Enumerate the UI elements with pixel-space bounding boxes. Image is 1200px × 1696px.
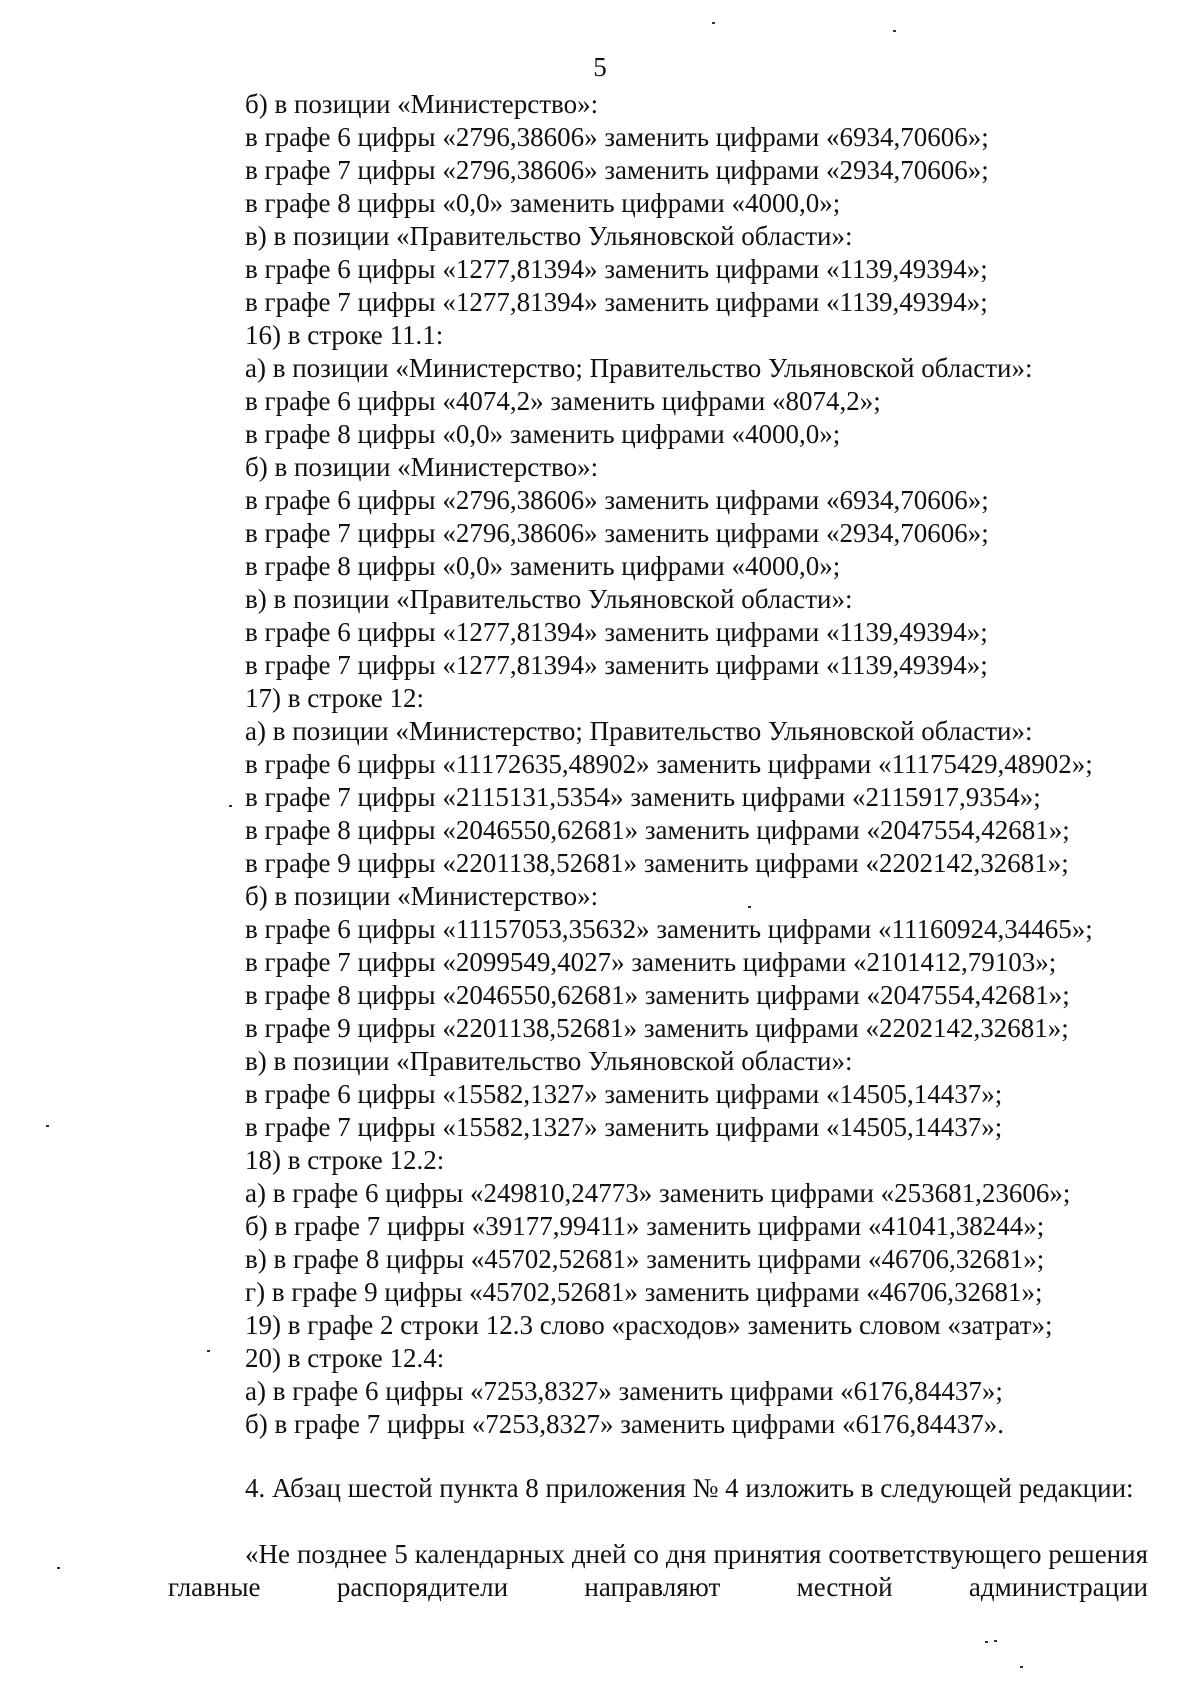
amendment-line: в графе 6 цифры «1277,81394» заменить цифрами «1139,49394»;: [245, 617, 988, 647]
amendment-line: 16) в строке 11.1:: [245, 320, 444, 350]
amendment-line: 17) в строке 12:: [245, 683, 425, 713]
amendment-line: в) в позиции «Правительство Ульяновской области»:: [245, 221, 853, 251]
amendment-line: в графе 6 цифры «11172635,48902» заменить цифрами «11175429,48902»;: [245, 749, 1093, 779]
amendment-line: г) в графе 9 цифры «45702,52681» заменить цифрами «46706,32681»;: [245, 1277, 1043, 1307]
amendment-line: в графе 6 цифры «4074,2» заменить цифрами «8074,2»;: [245, 386, 881, 416]
amendment-line: в графе 6 цифры «2796,38606» заменить цифрами «6934,70606»;: [245, 485, 989, 515]
amendment-line: 20) в строке 12.4:: [245, 1343, 445, 1373]
amendment-line: в графе 6 цифры «15582,1327» заменить цифрами «14505,14437»;: [245, 1079, 1003, 1109]
amendment-line: а) в позиции «Министерство; Правительство Ульяновской области»:: [245, 716, 1033, 746]
amendment-line: 18) в строке 12.2:: [245, 1145, 445, 1175]
amendment-line: а) в графе 6 цифры «249810,24773» заменить цифрами «253681,23606»;: [245, 1178, 1071, 1208]
amendment-line: б) в позиции «Министерство»:: [245, 89, 599, 119]
amendment-line: в графе 7 цифры «2099549,4027» заменить цифрами «2101412,79103»;: [245, 947, 1057, 977]
amendment-line: а) в графе 6 цифры «7253,8327» заменить цифрами «6176,84437»;: [245, 1376, 1003, 1406]
amendment-line: в графе 8 цифры «0,0» заменить цифрами «4000,0»;: [245, 551, 841, 581]
amendment-line: в графе 8 цифры «0,0» заменить цифрами «4000,0»;: [245, 419, 841, 449]
amendment-line: а) в позиции «Министерство; Правительство Ульяновской области»:: [245, 353, 1033, 383]
amendment-line: в графе 6 цифры «11157053,35632» заменить цифрами «11160924,34465»;: [245, 914, 1093, 944]
amendment-line: в графе 7 цифры «2796,38606» заменить цифрами «2934,70606»;: [245, 518, 989, 548]
amendment-line: 19) в графе 2 строки 12.3 слово «расходов» заменить словом «затрат»;: [245, 1310, 1053, 1340]
paragraph-4: 4. Абзац шестой пункта 8 приложения № 4 изложить в следующей редакции:: [245, 1473, 1134, 1503]
page-number: 5: [593, 52, 607, 82]
amendment-line: в графе 8 цифры «0,0» заменить цифрами «4000,0»;: [245, 188, 841, 218]
amendment-line: б) в позиции «Министерство»:: [245, 452, 599, 482]
amendment-line: в графе 7 цифры «2115131,5354» заменить цифрами «2115917,9354»;: [245, 782, 1041, 812]
amendment-line: в) в графе 8 цифры «45702,52681» заменить цифрами «46706,32681»;: [245, 1244, 1045, 1274]
amendment-line: в графе 9 цифры «2201138,52681» заменить цифрами «2202142,32681»;: [245, 848, 1069, 878]
amendment-line: в графе 7 цифры «2796,38606» заменить цифрами «2934,70606»;: [245, 155, 989, 185]
amendment-line: б) в графе 7 цифры «7253,8327» заменить цифрами «6176,84437».: [245, 1409, 1004, 1439]
amendment-line: в графе 8 цифры «2046550,62681» заменить цифрами «2047554,42681»;: [245, 980, 1070, 1010]
amendment-line: в графе 6 цифры «2796,38606» заменить цифрами «6934,70606»;: [245, 122, 989, 152]
quoted-paragraph: «Не позднее 5 календарных дней со дня принятия соответствующего решения главные распорядители направляют местной администрации: [168, 1539, 1148, 1602]
amendment-line: в) в позиции «Правительство Ульяновской области»:: [245, 584, 853, 614]
amendment-line: в графе 7 цифры «1277,81394» заменить цифрами «1139,49394»;: [245, 287, 988, 317]
amendment-line: в графе 6 цифры «1277,81394» заменить цифрами «1139,49394»;: [245, 254, 988, 284]
amendment-line: в графе 7 цифры «15582,1327» заменить цифрами «14505,14437»;: [245, 1112, 1003, 1142]
amendment-line: в графе 7 цифры «1277,81394» заменить цифрами «1139,49394»;: [245, 650, 988, 680]
amendment-line: в графе 8 цифры «2046550,62681» заменить цифрами «2047554,42681»;: [245, 815, 1070, 845]
amendment-line: в графе 9 цифры «2201138,52681» заменить цифрами «2202142,32681»;: [245, 1013, 1069, 1043]
amendment-list: [245, 88, 1145, 1441]
amendment-line: в) в позиции «Правительство Ульяновской области»:: [245, 1046, 853, 1076]
amendment-line: б) в графе 7 цифры «39177,99411» заменить цифрами «41041,38244»;: [245, 1211, 1045, 1241]
amendment-line: б) в позиции «Министерство»:: [245, 881, 599, 911]
